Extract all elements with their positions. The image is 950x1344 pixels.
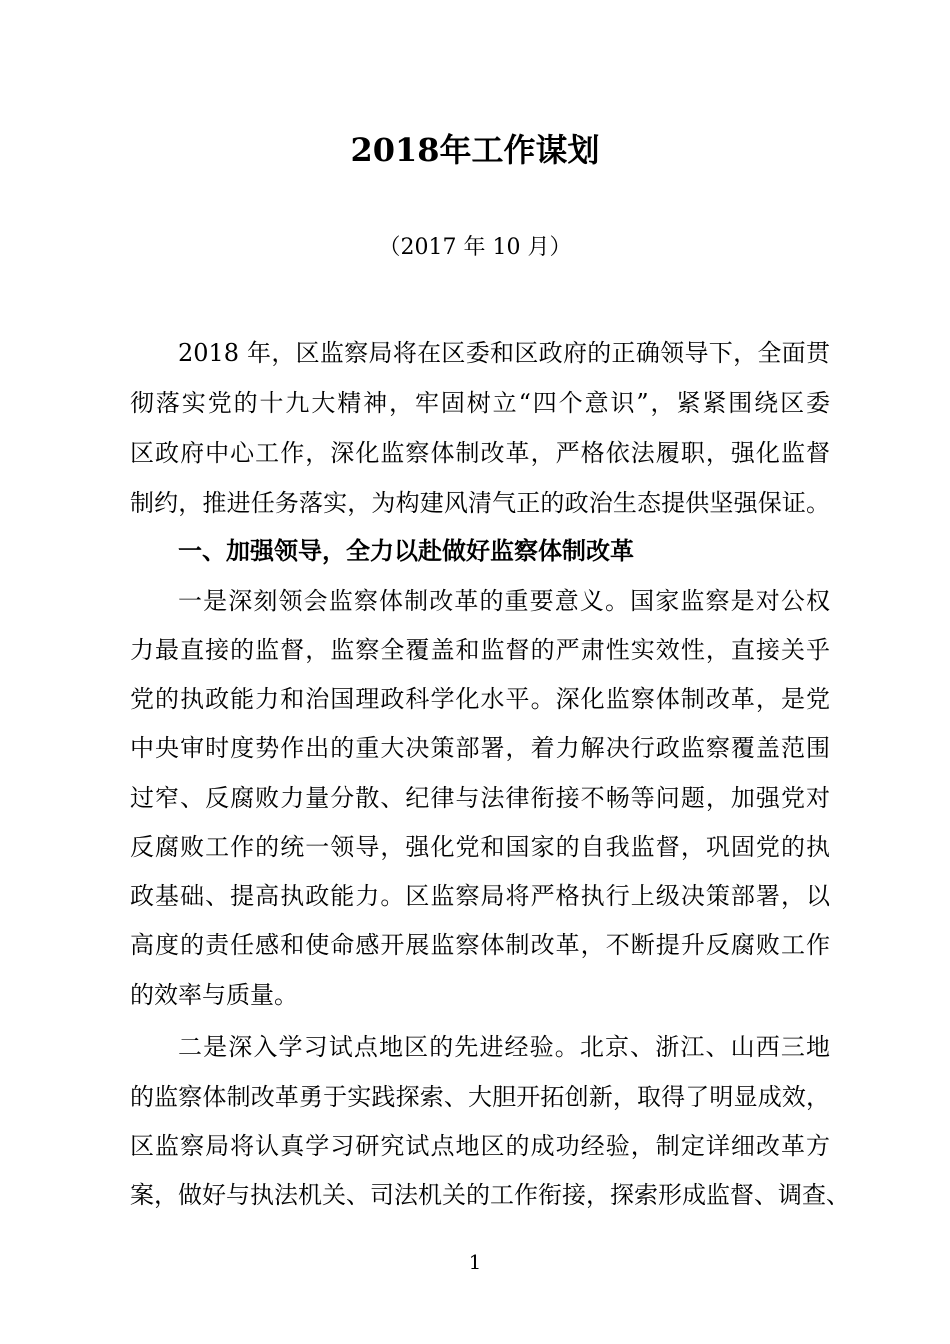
intro-line: 区政府中心工作，深化监察体制改革，严格依法履职，强化监督 [130, 439, 830, 467]
document-date: （2017 年 10 月） [378, 235, 572, 260]
section-heading: 一、加强领导，全力以赴做好监察体制改革 [178, 537, 634, 565]
intro-line: 2018 年，区监察局将在区委和区政府的正确领导下，全面贯 [178, 339, 830, 367]
document-title: 2018年工作谋划 [350, 131, 600, 169]
paragraph-line: 一是深刻领会监察体制改革的重要意义。国家监察是对公权 [178, 587, 830, 615]
paragraph-line: 党的执政能力和治国理政科学化水平。深化监察体制改革，是党 [130, 685, 830, 713]
intro-line: 制约，推进任务落实，为构建风清气正的政治生态提供坚强保证。 [130, 489, 830, 517]
paragraph-line: 反腐败工作的统一领导，强化党和国家的自我监督，巩固党的执 [130, 833, 830, 861]
paragraph-line: 高度的责任感和使命感开展监察体制改革，不断提升反腐败工作 [130, 931, 830, 959]
page-number: 1 [468, 1250, 482, 1274]
paragraph-line: 区监察局将认真学习研究试点地区的成功经验，制定详细改革方 [130, 1132, 830, 1160]
paragraph-line: 的效率与质量。 [130, 981, 298, 1009]
paragraph-line: 过窄、反腐败力量分散、纪律与法律衔接不畅等问题，加强党对 [130, 784, 830, 812]
paragraph-line: 政基础、提高执政能力。区监察局将严格执行上级决策部署，以 [130, 882, 830, 910]
paragraph-line: 中央审时度势作出的重大决策部署，着力解决行政监察覆盖范围 [130, 734, 830, 762]
paragraph-line: 的监察体制改革勇于实践探索、大胆开拓创新，取得了明显成效， [130, 1083, 830, 1111]
intro-line: 彻落实党的十九大精神，牢固树立“四个意识”，紧紧围绕区委 [130, 389, 830, 417]
paragraph-line: 力最直接的监督，监察全覆盖和监督的严肃性实效性，直接关乎 [130, 636, 830, 664]
paragraph-line: 二是深入学习试点地区的先进经验。北京、浙江、山西三地 [178, 1033, 830, 1061]
paragraph-line: 案，做好与执法机关、司法机关的工作衔接，探索形成监督、调查、 [130, 1181, 850, 1209]
